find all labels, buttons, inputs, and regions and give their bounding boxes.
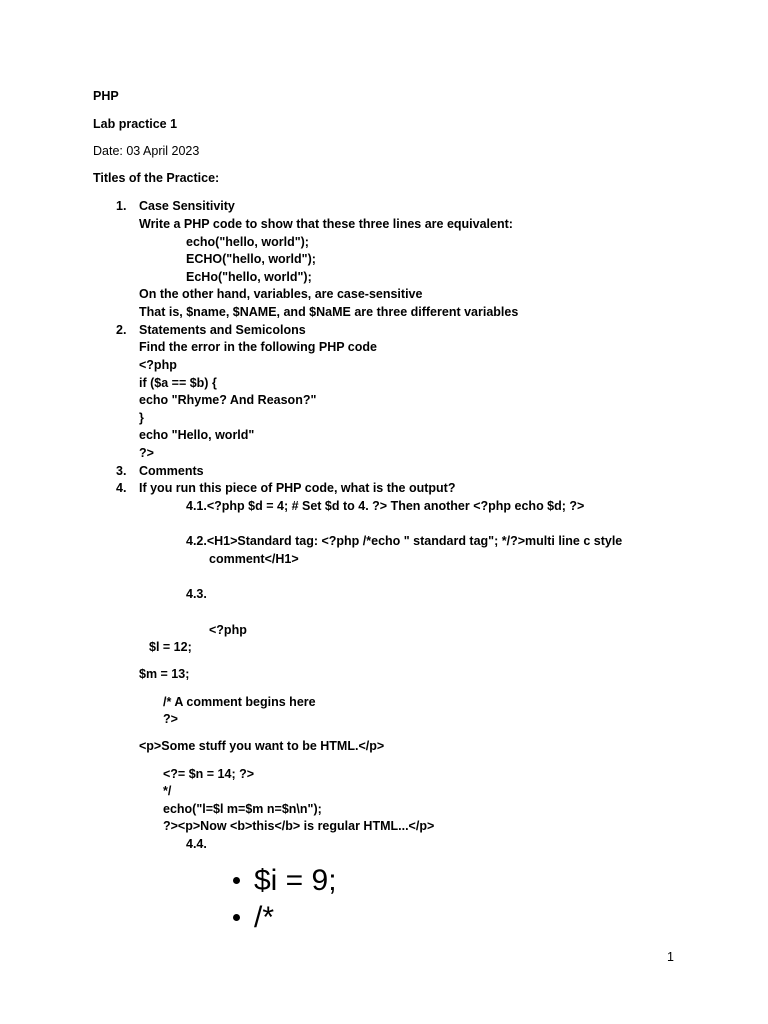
subitem-4-3-code-line: */ xyxy=(163,784,172,798)
subitem-4-3-code-line: ?> xyxy=(163,712,178,726)
item-1-text: On the other hand, variables, are case-sensitive xyxy=(139,287,423,301)
item-1-code-line: EcHo("hello, world"); xyxy=(186,270,312,284)
bullet-dot xyxy=(233,914,240,921)
item-1-title: Case Sensitivity xyxy=(139,199,235,213)
subitem-4-3-code-line: $l = 12; xyxy=(149,640,192,654)
bullet-text: $i = 9; xyxy=(254,864,337,897)
item-2-code-line: echo "Hello, world" xyxy=(139,428,255,442)
subitem-4-3: 4.3. xyxy=(186,587,207,601)
item-2-code-line: echo "Rhyme? And Reason?" xyxy=(139,393,317,407)
subitem-4-3-code-line: /* A comment begins here xyxy=(163,695,316,709)
subitem-4-3-code-line: $m = 13; xyxy=(139,667,190,681)
list-number-2: 2. xyxy=(116,323,127,337)
subitem-4-3-code-line: <p>Some stuff you want to be HTML.</p> xyxy=(139,739,385,753)
item-1-text: That is, $name, $NAME, and $NaME are three different variables xyxy=(139,305,519,319)
doc-lab-title: Lab practice 1 xyxy=(93,117,178,131)
item-2-title: Statements and Semicolons xyxy=(139,323,306,337)
subitem-4-1: 4.1.<?php $d = 4; # Set $d to 4. ?> Then another <?php echo $d; ?> xyxy=(186,499,585,513)
item-1-text: Write a PHP code to show that these three lines are equivalent: xyxy=(139,217,513,231)
subitem-4-3-code-line: echo("l=$l m=$m n=$n\n"); xyxy=(163,802,322,816)
subitem-4-3-code-line: <?php xyxy=(209,623,247,637)
item-3-title: Comments xyxy=(139,464,204,478)
item-1-code-line: echo("hello, world"); xyxy=(186,235,309,249)
page-number: 1 xyxy=(667,950,674,964)
list-number-1: 1. xyxy=(116,199,127,213)
item-2-code-line: } xyxy=(139,411,144,425)
item-2-code-line: if ($a == $b) { xyxy=(139,376,217,390)
subitem-4-3-code-line: <?= $n = 14; ?> xyxy=(163,767,255,781)
list-number-4: 4. xyxy=(116,481,127,495)
doc-titles-heading: Titles of the Practice: xyxy=(93,171,220,185)
list-number-3: 3. xyxy=(116,464,127,478)
bullet-dot xyxy=(233,877,240,884)
doc-subject: PHP xyxy=(93,89,119,103)
bullet-text: /* xyxy=(254,901,275,934)
item-2-code-line: ?> xyxy=(139,446,154,460)
item-2-text: Find the error in the following PHP code xyxy=(139,340,377,354)
doc-date: Date: 03 April 2023 xyxy=(93,144,200,158)
item-1-code-line: ECHO("hello, world"); xyxy=(186,252,316,266)
item-2-code-line: <?php xyxy=(139,358,177,372)
subitem-4-2: 4.2.<H1>Standard tag: <?php /*echo " standard tag"; */?>multi line c style xyxy=(186,534,623,548)
subitem-4-2-cont: comment</H1> xyxy=(209,552,299,566)
subitem-4-4: 4.4. xyxy=(186,837,207,851)
item-4-title: If you run this piece of PHP code, what is the output? xyxy=(139,481,456,495)
subitem-4-3-code-line: ?><p>Now <b>this</b> is regular HTML...</p> xyxy=(163,819,435,833)
